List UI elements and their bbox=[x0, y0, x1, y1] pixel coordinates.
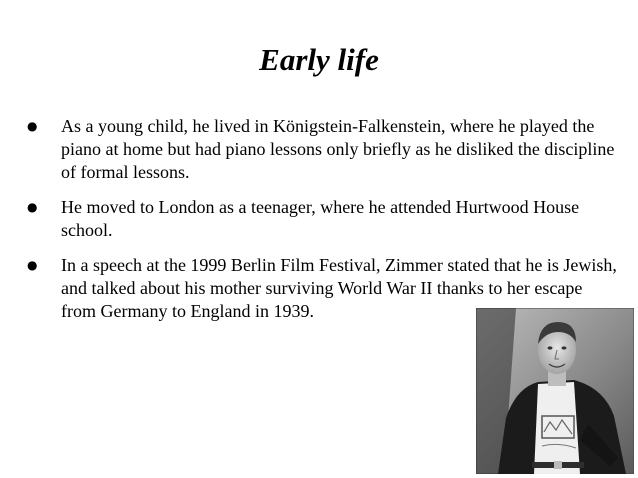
portrait-photo bbox=[476, 308, 634, 474]
bullet-dot-icon: ● bbox=[27, 258, 38, 272]
bullet-list bbox=[27, 115, 617, 335]
bullet-item bbox=[27, 115, 617, 184]
bullet-text: As a young child, he lived in Königstein-Falkenstein, where he played the piano at home but had piano lessons only briefly as he disliked the discipline of formal lessons. bbox=[61, 116, 615, 182]
bullet-text: He moved to London as a teenager, where he attended Hurtwood House school. bbox=[61, 197, 580, 240]
bullet-text: In a speech at the 1999 Berlin Film Festival, Zimmer stated that he is Jewish, and talked about his mother surviving World War II thanks to her escape from Germany to England in 1939. bbox=[61, 255, 617, 321]
bullet-dot-icon: ● bbox=[27, 119, 38, 133]
bullet-dot-icon: ● bbox=[27, 200, 38, 214]
slide-title: Early life bbox=[259, 42, 379, 77]
bullet-item bbox=[27, 196, 617, 242]
